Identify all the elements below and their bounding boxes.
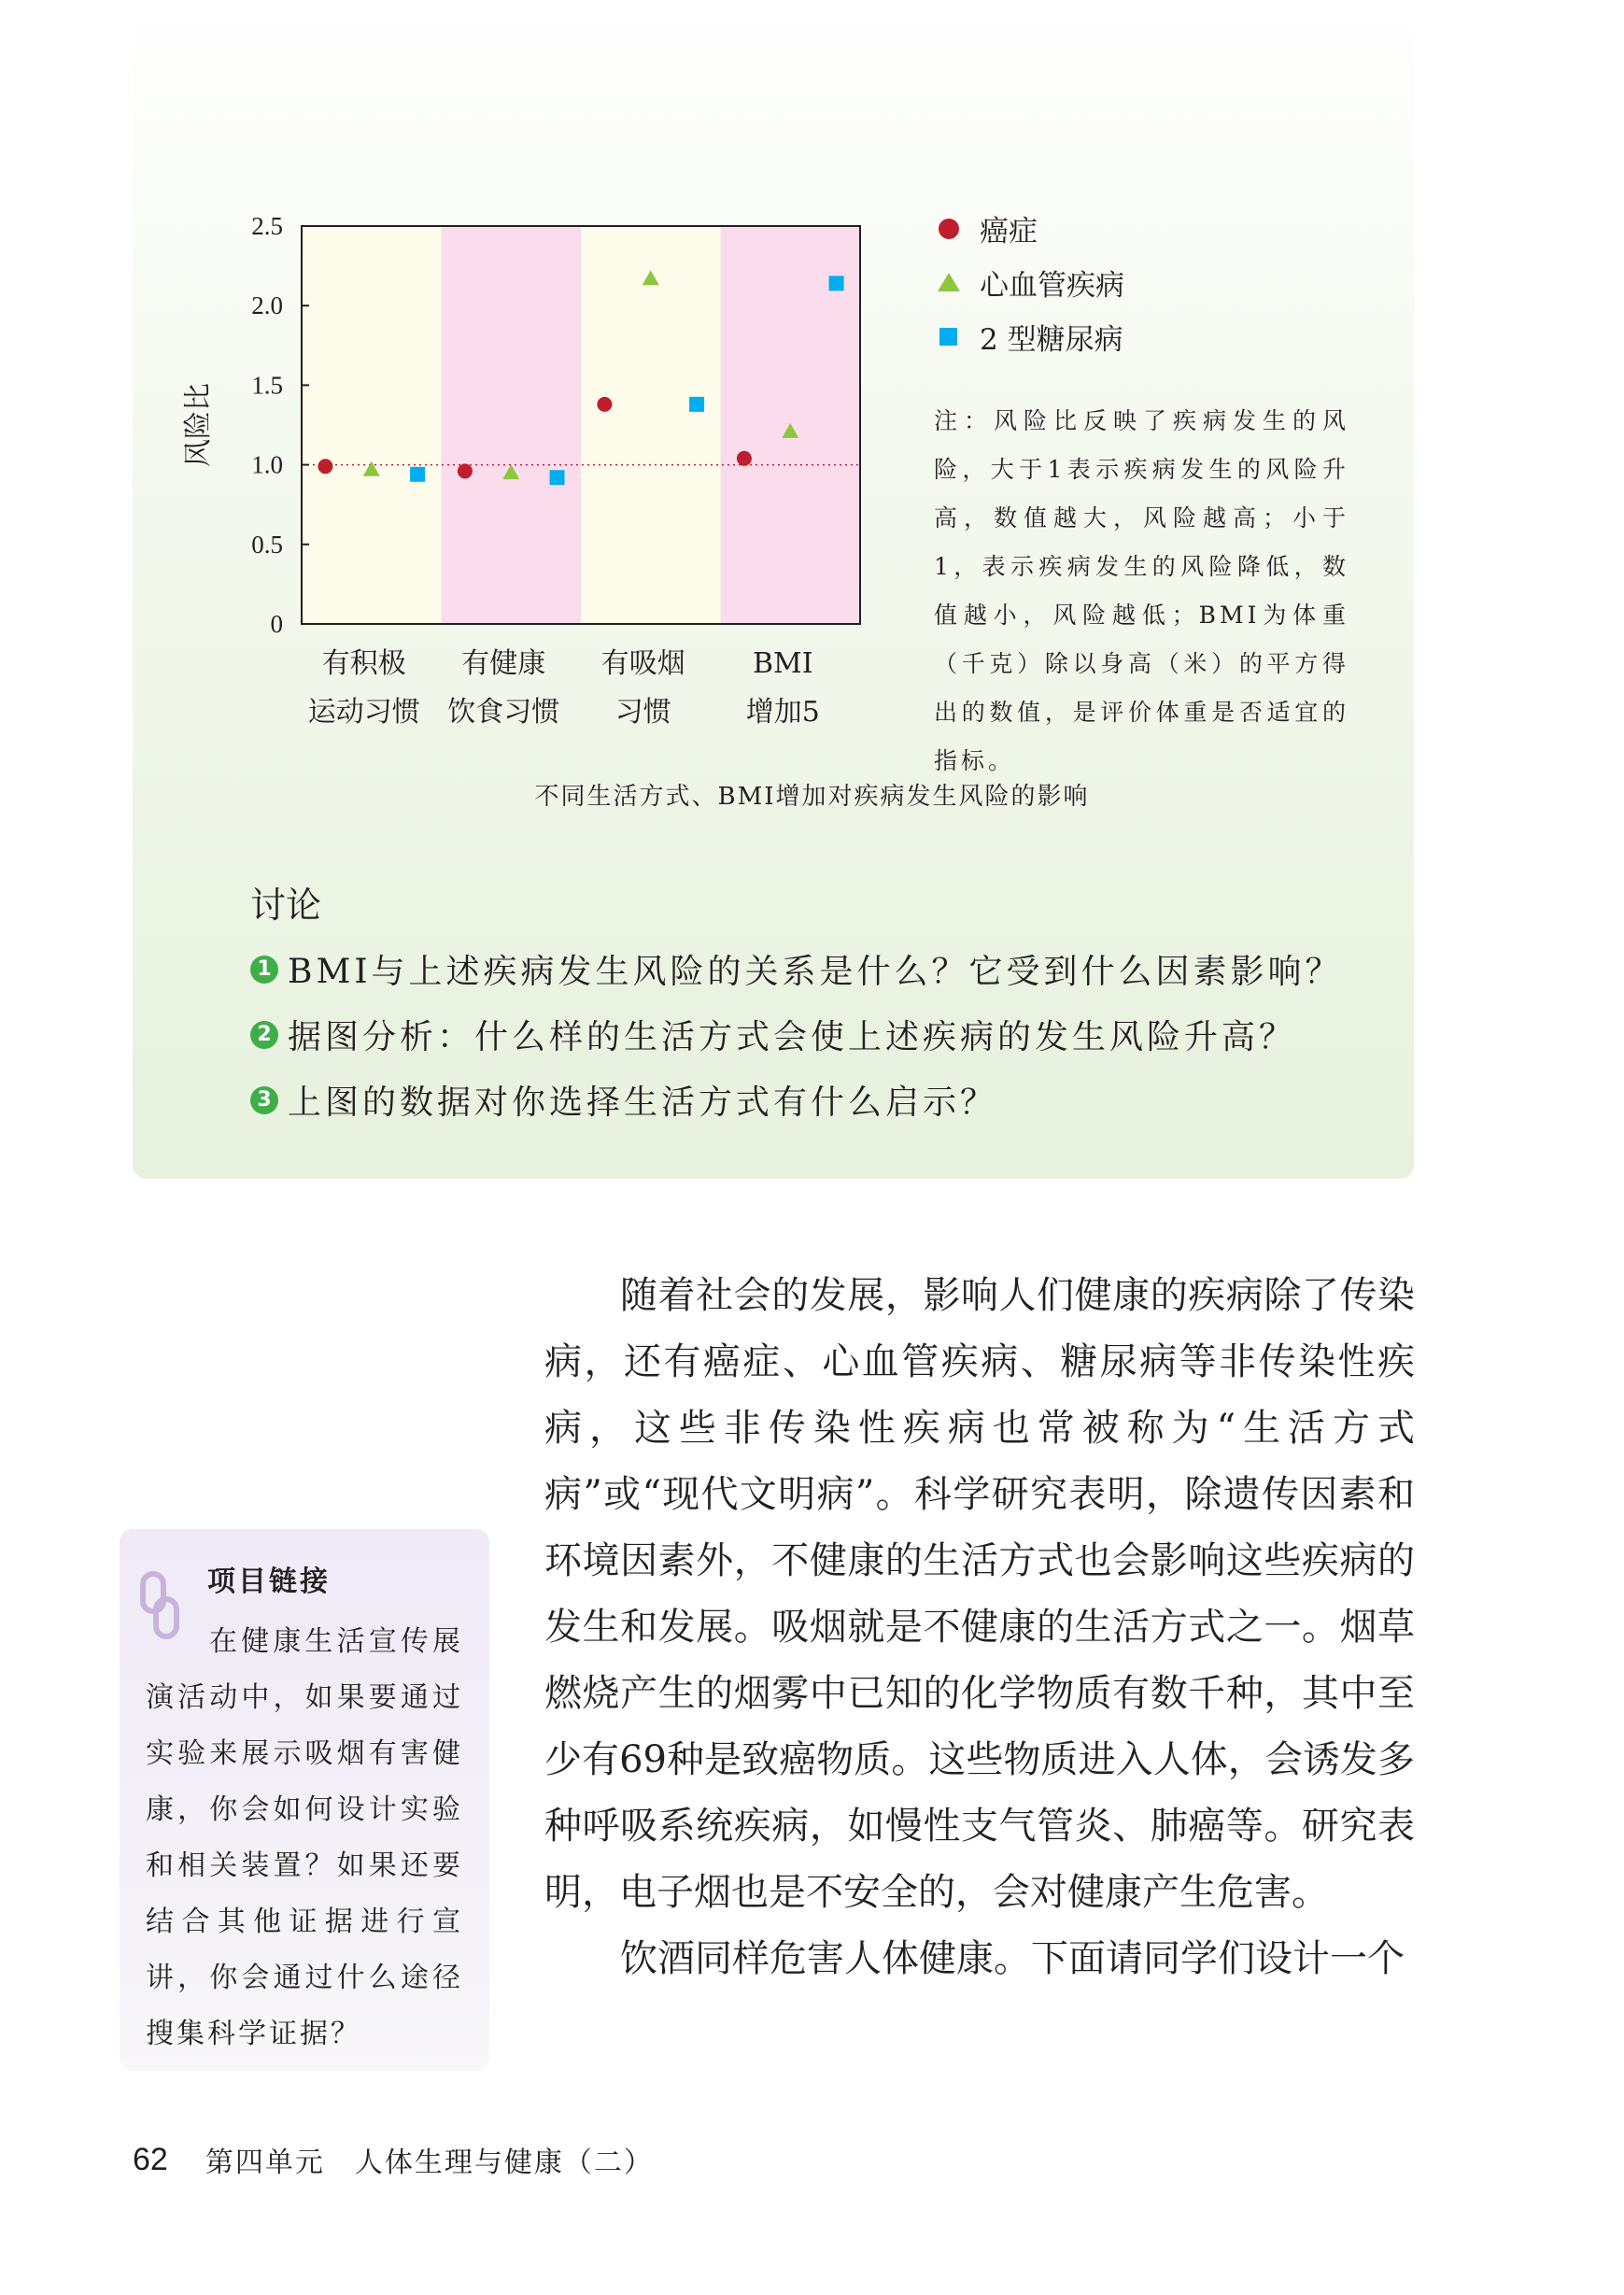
- circle-marker-icon: [937, 214, 968, 242]
- category-band: [442, 226, 582, 624]
- x-tick-label: 增加5: [745, 696, 820, 729]
- project-link-title: 项目链接: [207, 1565, 331, 1598]
- y-tick-label: 1.0: [251, 450, 283, 479]
- x-tick-label: 有健康: [461, 647, 546, 680]
- data-point-circle: [597, 397, 612, 412]
- page-footer: [133, 2139, 654, 2180]
- number-3-icon: 3: [250, 1086, 278, 1114]
- main-text: [544, 1263, 1415, 1992]
- data-point-circle: [458, 463, 473, 478]
- chart-note: 注：风险比反映了疾病发生的风险，大于1表示疾病发生的风险升高，数值越大，风险越高；小于1，表示疾病发生的风险降低，数值越小，风险越低；BMI为体重（千克）除以身高（米）的平方得出的数值，是评价体重是否适宜的指标。: [934, 407, 1349, 774]
- y-tick-label: 2.5: [251, 212, 283, 240]
- triangle-marker-icon: [937, 268, 968, 296]
- data-point-square: [550, 470, 565, 485]
- chart-legend: [937, 201, 1124, 363]
- data-point-circle: [737, 451, 752, 466]
- square-marker-icon: [937, 322, 968, 350]
- discussion-question-3: [250, 1076, 997, 1124]
- discussion-question-2: [250, 1011, 1296, 1058]
- y-tick-label: 1.5: [251, 371, 283, 400]
- x-tick-label: 饮食习惯: [447, 696, 560, 729]
- y-tick-label: 0.5: [251, 530, 283, 559]
- question-text: 据图分析：什么样的生活方式会使上述疾病的发生风险升高？: [288, 1018, 1297, 1056]
- x-tick-label: BMI: [752, 647, 813, 680]
- x-tick-label: 习惯: [614, 696, 671, 729]
- chart-caption: 不同生活方式、BMI增加对疾病发生风险的影响: [534, 783, 1090, 811]
- data-point-square: [829, 276, 844, 290]
- x-tick-label: 有吸烟: [600, 647, 685, 680]
- category-band: [581, 226, 721, 624]
- project-link-text: 在健康生活宣传展演活动中，如果要通过实验来展示吸烟有害健康，你会如何设计实验和相关装置？如果还要结合其他证据进行宣讲，你会通过什么途径搜集科学证据？: [146, 1625, 463, 2050]
- y-axis-label: 风险比: [182, 383, 215, 467]
- legend-label: 心血管疾病: [980, 268, 1124, 303]
- y-tick-label: 0: [270, 610, 283, 638]
- discussion-title: 讨论: [250, 885, 322, 926]
- unit-title: 第四单元 人体生理与健康（二）: [205, 2146, 654, 2179]
- number-1-icon: 1: [250, 956, 278, 984]
- page-number: 62: [133, 2141, 168, 2177]
- paragraph: 随着社会的发展，影响人们健康的疾病除了传染病，还有癌症、心血管疾病、糖尿病等非传染性疾病，这些非传染性疾病也常被称为“生活方式病”或“现代文明病”。科学研究表明，除遗传因素和环境因素外，不健康的生活方式也会影响这些疾病的发生和发展。吸烟就是不健康的生活方式之一。烟草燃烧产生的烟雾中已知的化学物质有数千种，其中至少有69种是致癌物质。这些物质进入人体，会诱发多种呼吸系统疾病，如慢性支气管炎、肺癌等。研究表明，电子烟也是不安全的，会对健康产生危害。: [544, 1274, 1415, 1914]
- x-tick-label: 运动习惯: [307, 696, 420, 729]
- legend-label: 癌症: [980, 214, 1038, 248]
- legend-item-cardiovascular: [937, 255, 1124, 309]
- x-tick-label: 有积极: [321, 647, 406, 680]
- legend-item-cancer: [937, 201, 1124, 255]
- data-point-circle: [318, 459, 332, 474]
- question-text: BMI与上述疾病发生风险的关系是什么？它受到什么因素影响？: [288, 953, 1343, 991]
- data-point-square: [689, 397, 704, 412]
- risk-ratio-chart: [0, 0, 934, 747]
- data-point-square: [410, 467, 425, 482]
- discussion-question-1: [250, 945, 1343, 993]
- question-text: 上图的数据对你选择生活方式有什么启示？: [288, 1084, 998, 1122]
- category-band: [302, 226, 442, 624]
- number-2-icon: 2: [250, 1021, 278, 1049]
- y-tick-label: 2.0: [251, 291, 283, 320]
- legend-item-diabetes: [937, 309, 1124, 363]
- paragraph: 饮酒同样危害人体健康。下面请同学们设计一个: [620, 1937, 1405, 1980]
- legend-label: 2 型糖尿病: [980, 322, 1123, 357]
